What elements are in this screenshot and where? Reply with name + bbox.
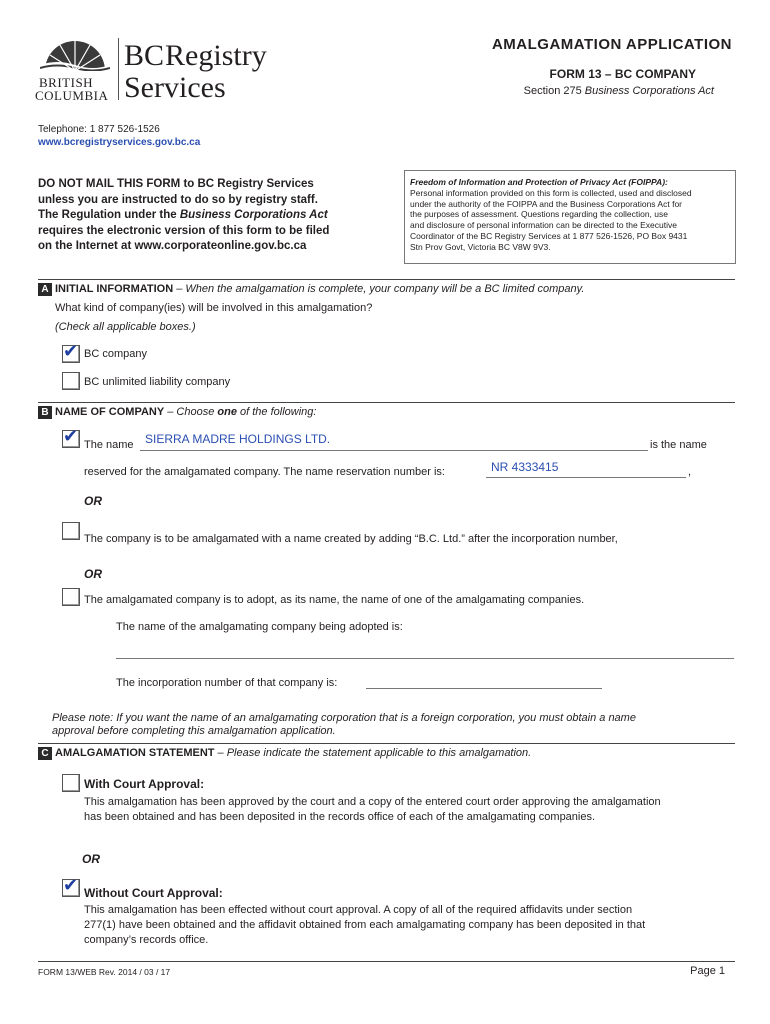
section-a-note: – When the amalgamation is complete, your company will be a BC limited company. [173,283,585,295]
brand-services: Services [124,71,226,104]
section-c-letter: C [38,747,52,760]
bc-ltd-name-label: The company is to be amalgamated with a name created by adding “B.C. Ltd.” after the incorporation number, [84,533,618,545]
or-2: OR [84,567,102,581]
bc-company-label: BC company [84,348,147,360]
section-a-title: INITIAL INFORMATION [55,283,174,295]
incorporation-number-field[interactable] [366,688,602,689]
incorporation-number-label: The incorporation number of that company is: [116,677,338,689]
page-number: Page 1 [690,965,725,977]
without-court-title: Without Court Approval: [84,886,223,900]
with-court-title: With Court Approval: [84,777,205,791]
section-c-title: AMALGAMATION STATEMENT [55,747,215,759]
section-b-note-suffix: of the following: [236,406,317,418]
section-b-letter: B [38,406,52,419]
section-b-note-bold: one [217,406,237,418]
section-c-heading [38,747,531,760]
check-mark-icon: ✔ [63,426,79,447]
without-court-checkbox[interactable] [62,875,80,897]
with-court-line-2: has been obtained and has been deposited in the records office of each of the amalgamating companies. [84,811,596,823]
section-b-heading [38,406,316,419]
footer-form-rev: FORM 13/WEB Rev. 2014 / 03 / 17 [38,967,171,977]
please-note-line-1: Please note: If you want the name of an amalgamating corporation that is a foreign corporation, you must obtain a name [52,712,636,724]
brand-line-1 [124,40,267,72]
adopt-name-checkbox[interactable] [62,588,80,606]
website-link[interactable]: www.bcregistryservices.gov.bc.ca [38,137,201,148]
reservation-underline [486,477,686,478]
name-option-suffix: is the name [650,439,707,451]
bc-ltd-name-checkbox[interactable] [62,522,80,540]
brand-registry: Registry [165,39,267,72]
reservation-end: , [688,466,692,478]
section-c-note: – Please indicate the statement applicable to this amalgamation. [214,747,532,759]
foippa-box [404,170,736,264]
without-court-line-1: This amalgamation has been effected without court approval. A copy of all of the required affidavits under section [84,904,633,916]
without-court-text [84,903,645,948]
brand-bc: BC [124,39,165,72]
bc-company-checkbox[interactable] [62,341,80,363]
company-name-underline [140,450,648,451]
notice-line-3-act: Business Corporations Act [179,209,328,221]
section-a-letter: A [38,283,52,296]
with-court-text [84,795,661,825]
section-b-rule [38,402,735,403]
footer-rule [38,961,735,962]
notice-line-5: on the Internet at www.corporateonline.gov.bc.ca [38,240,307,252]
logo-british: BRITISH [39,75,94,90]
section-a-instruction: (Check all applicable boxes.) [55,321,196,333]
please-note [52,712,636,738]
bc-sun-icon [40,35,110,71]
name-option-prefix: The name [84,439,134,451]
section-a-rule [38,279,735,280]
without-court-line-3: company’s records office. [84,934,209,946]
adopted-name-field[interactable] [116,658,734,659]
foippa-line-4: and disclosure of personal information can be directed to the Executive [410,220,677,231]
foippa-text [410,177,692,253]
notice-line-3 [38,208,329,224]
name-option-checkbox[interactable] [62,426,80,448]
section-act: Business Corporations Act [584,85,714,97]
section-prefix: Section 275 [523,85,585,97]
telephone: Telephone: 1 877 526-1526 [38,124,160,135]
company-name-field[interactable]: SIERRA MADRE HOLDINGS LTD. [145,432,331,446]
bc-ulc-label: BC unlimited liability company [84,376,231,388]
or-1: OR [84,494,102,508]
foippa-title: Freedom of Information and Protection of Privacy Act (FOIPPA): [410,177,668,187]
with-court-line-1: This amalgamation has been approved by the court and a copy of the entered court order approving the amalgamation [84,796,661,808]
bc-ulc-checkbox[interactable] [62,372,80,390]
foippa-line-1: Personal information provided on this form is collected, used and disclosed [410,187,692,198]
foippa-line-3: the purposes of assessment. Questions regarding the collection, use [410,209,668,220]
foippa-line-6: Stn Prov Govt, Victoria BC V8W 9V3. [410,241,551,252]
section-b-title: NAME OF COMPANY [55,406,165,418]
section-a-heading [38,283,584,296]
without-court-line-2: 277(1) have been obtained and the affidavit obtained from each amalgamating company has been deposited in that [84,919,646,931]
bc-logo [35,35,115,101]
foippa-line-2: under the authority of the FOIPPA and the Business Corporations Act for [410,198,682,209]
section-a-question: What kind of company(ies) will be involved in this amalgamation? [55,302,373,314]
page-title: AMALGAMATION APPLICATION [491,36,732,53]
or-3: OR [82,852,100,866]
reservation-number-field[interactable]: NR 4333415 [491,460,559,474]
check-mark-icon: ✔ [63,875,79,896]
reservation-label: reserved for the amalgamated company. The name reservation number is: [84,466,445,478]
please-note-line-2: approval before completing this amalgamation application. [52,725,336,737]
with-court-checkbox[interactable] [62,774,80,792]
check-mark-icon: ✔ [63,341,79,362]
notice-line-4: requires the electronic version of this form to be filed [38,224,330,237]
notice-line-2: unless you are instructed to do so by registry staff. [38,193,318,206]
adopt-name-label: The amalgamated company is to adopt, as its name, the name of one of the amalgamating companies. [84,594,585,606]
section-reference [524,85,714,98]
form-number: FORM 13 – BC COMPANY [549,67,696,81]
section-b-note-prefix: – Choose [164,406,218,418]
logo-columbia: COLUMBIA [35,88,109,103]
logo-divider [118,38,119,100]
section-c-rule [38,743,735,744]
mail-notice [38,177,329,255]
notice-line-3-prefix: The Regulation under the [38,209,180,221]
foippa-line-5: Coordinator of the BC Registry Services at 1 877 526-1526, PO Box 9431 [410,230,688,241]
notice-line-1: DO NOT MAIL THIS FORM to BC Registry Services [38,178,314,190]
adopted-name-label: The name of the amalgamating company being adopted is: [116,621,403,633]
